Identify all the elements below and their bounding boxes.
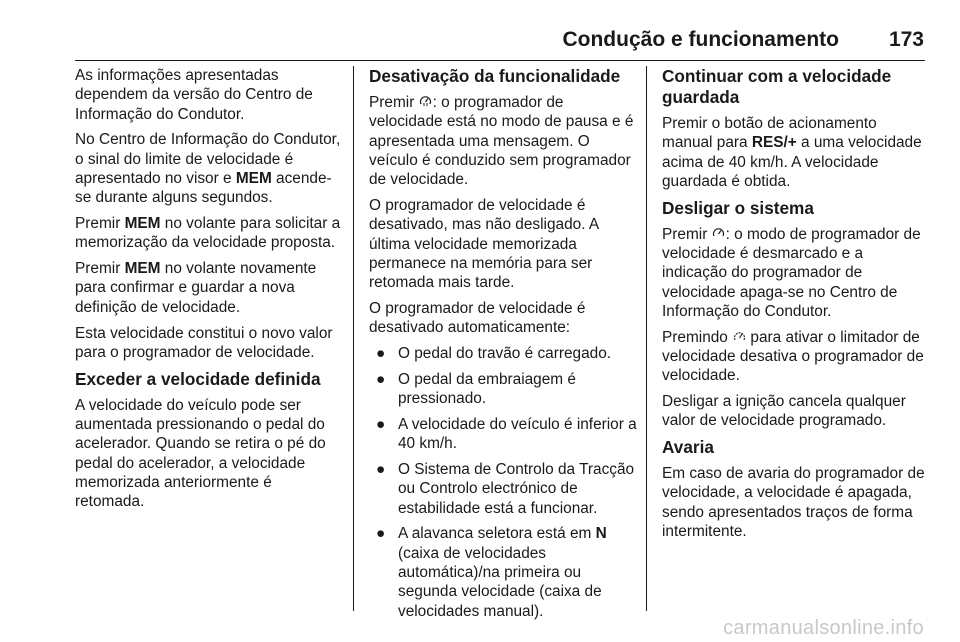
page-header (0, 24, 924, 56)
res-label: RES/+ (751, 134, 797, 152)
text: no volante para solicitar a memorização da velocidade proposta. (75, 215, 341, 252)
text: Premindo (662, 328, 733, 346)
column-3 (662, 66, 930, 548)
paragraph: A velocidade do veículo pode ser aumentada pressionando o pedal do acelerador. Quando se retira o pé do pedal do acelerador, a velocidade memorizada anteriormente é retomada. (75, 396, 326, 511)
text: para ativar o limitador de velocidade desativa o programador de velocidade. (662, 328, 924, 385)
cruise-control-pause-icon (419, 93, 433, 112)
text: no volante novamente para confirmar e guardar a nova definição de velocidade. (75, 260, 317, 316)
heading-exceder: Exceder a velocidade definida (75, 368, 321, 389)
paragraph (75, 130, 343, 207)
paragraph: Desligar a ignição cancela qualquer valor de velocidade programado. (662, 393, 906, 430)
list-item (369, 460, 637, 518)
text: Premir (662, 225, 712, 243)
text: Premir o botão de acionamento manual para (662, 115, 877, 152)
text: O pedal da embraiagem é pressionado. (398, 370, 576, 408)
mem-label: MEM (124, 260, 161, 278)
paragraph (75, 214, 343, 253)
paragraph: O programador de velocidade é desativado, mas não desligado. A última velocidade memorizada permanece na memória para ser retomada mais tarde. (369, 196, 599, 292)
page-number: 173 (888, 28, 924, 51)
column-divider-1 (353, 66, 354, 611)
list-item (369, 370, 637, 409)
text: O Sistema de Controlo da Tracção ou Controlo electrónico de estabilidade está a funcionar. (398, 461, 635, 517)
heading-avaria: Avaria (662, 437, 714, 458)
deactivation-conditions-list (369, 344, 637, 621)
paragraph (662, 114, 930, 191)
paragraph (662, 328, 930, 386)
mem-label: MEM (124, 215, 161, 233)
bullet-icon: ● (376, 345, 386, 363)
paragraph (369, 93, 637, 189)
heading-desligar: Desligar o sistema (662, 197, 814, 218)
bullet-icon: ● (376, 525, 386, 543)
chapter-title: Condução e funcionamento (562, 28, 839, 51)
speed-limiter-icon (732, 328, 746, 347)
text: A alavanca seletora está em (398, 525, 596, 543)
list-item (369, 524, 637, 620)
heading-desativacao: Desativação da funcionalidade (369, 66, 621, 86)
bullet-icon: ● (376, 461, 386, 479)
text: Premir (75, 260, 125, 278)
text: A velocidade do veículo é inferior a 40 km/h. (398, 415, 637, 453)
paragraph: Em caso de avaria do programador de velocidade, a velocidade é apagada, sendo apresentados traços de forma intermitente. (662, 465, 925, 541)
text: (caixa de velocidades automática)/na primeira ou segunda velocidade (caixa de velocidades manual). (398, 544, 602, 620)
list-item (369, 415, 637, 454)
mem-label: MEM (235, 169, 272, 187)
bullet-icon: ● (376, 415, 386, 433)
paragraph (75, 259, 343, 317)
column-2 (369, 66, 637, 627)
paragraph (662, 225, 930, 321)
gear-n-label: N (595, 525, 607, 543)
text: acende-se durante alguns segundos. (75, 169, 332, 207)
text: : o modo de programador de velocidade é desmarcado e a indicação do programador de velocidade apaga-se no Centro de Informação do Condutor. (662, 225, 921, 320)
text: O pedal do travão é carregado. (398, 345, 612, 363)
column-divider-2 (646, 66, 647, 611)
bullet-icon: ● (376, 370, 386, 388)
text: Premir (75, 215, 125, 233)
paragraph: Esta velocidade constitui o novo valor para o programador de velocidade. (75, 324, 333, 361)
cruise-control-off-icon (712, 225, 726, 244)
column-1 (75, 66, 343, 518)
text: a uma velocidade acima de 40 km/h. A velocidade guardada é obtida. (662, 134, 922, 190)
text: Premir (369, 94, 419, 111)
list-item (369, 344, 637, 363)
heading-continuar: Continuar com a velocidade guardada (662, 66, 892, 107)
text: No Centro de Informação do Condutor, o sinal do limite de velocidade é apresentado no visor e (75, 131, 341, 187)
text: : o programador de velocidade está no modo de pausa e é apresentada uma mensagem. O veículo é conduzido sem programador de velocidade. (369, 94, 634, 189)
header-rule (75, 60, 925, 61)
paragraph: O programador de velocidade é desativado automaticamente: (369, 299, 586, 337)
paragraph: As informações apresentadas dependem da versão do Centro de Informação do Condutor. (75, 67, 313, 123)
watermark: carmanualsonline.info (723, 617, 924, 639)
